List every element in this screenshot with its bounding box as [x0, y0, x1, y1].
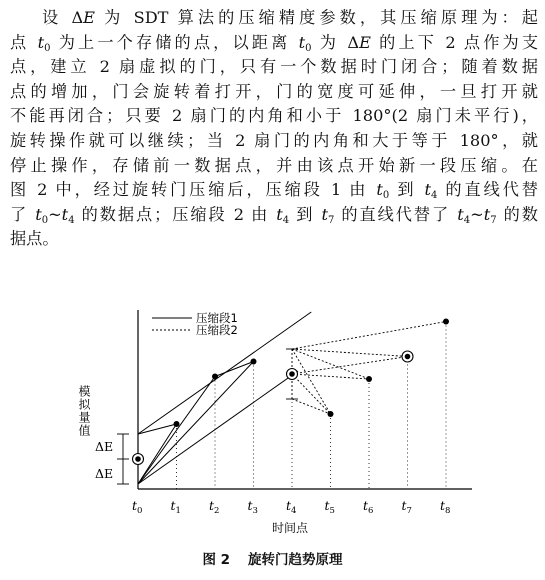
- door-line-t3: [138, 362, 254, 485]
- y-axis-label: 模拟量值: [77, 385, 91, 437]
- x-tick-t2: $t_2$: [209, 498, 220, 516]
- legend: [152, 311, 238, 337]
- paragraph-line: 据点。: [10, 229, 59, 249]
- data-point-t8: [443, 319, 449, 325]
- paragraph-line: 点，建立 2 扇虚拟的门，只有一个数据时门闭合；随着数据: [10, 57, 538, 77]
- sdt-figure: [0, 300, 545, 545]
- legend-label-1: 压缩段1: [196, 311, 238, 325]
- x-tick-t4: $t_4$: [286, 498, 297, 516]
- paragraph-line: 设 ΔE 为 SDT 算法的压缩精度参数，其压缩原理为：起: [42, 8, 538, 27]
- paragraph-line: 不能再闭合；只要 2 扇门的内角和小于 180°(2 扇门未平行)，: [10, 106, 538, 126]
- door2-upper-t5: [292, 349, 331, 414]
- data-point-t7: [405, 354, 411, 360]
- door2-upper-t8: [292, 322, 446, 350]
- paragraph-line: 了 $t_0\sim t_4$ 的数据点；压缩段 2 由 $t_4$ 到 $t_7$ 的直线代替了 $t_4\sim t_7$ 的数: [10, 204, 538, 226]
- paragraph-line: 点 $t_0$ 为上一个存储的点，以距离 $t_0$ 为 ΔE 的上下 2 点作为支: [10, 32, 539, 54]
- x-tick-t7: $t_7$: [401, 498, 412, 516]
- door2-mid-t6: [292, 374, 369, 379]
- data-point-t0: [135, 456, 141, 462]
- figure-caption: [0, 548, 545, 568]
- body-paragraph: [10, 6, 538, 252]
- segment-t2-t3: [215, 362, 254, 377]
- x-axis-label: 时间点: [272, 521, 309, 535]
- caption-number: 图 2: [202, 552, 231, 568]
- data-point-t1: [174, 421, 180, 427]
- door2-lower-t5: [292, 399, 331, 414]
- door-line-t2: [138, 377, 215, 485]
- x-tick-t3: $t_3$: [247, 498, 258, 516]
- data-point-t4: [289, 371, 295, 377]
- plot-area: [132, 312, 450, 516]
- x-tick-t1: $t_1$: [170, 498, 181, 516]
- delta-e-marker: [95, 434, 129, 484]
- legend-label-2: 压缩段2: [196, 323, 238, 337]
- door2-mid-t5: [292, 374, 331, 414]
- x-tick-t6: $t_6$: [363, 498, 374, 516]
- paragraph-line: 点的增加，门会旋转着打开，门的宽度可延伸，一旦打开就: [10, 81, 538, 101]
- paragraph-line: 旋转操作就可以继续；当 2 扇门的内角和大于等于 180°，就: [10, 130, 538, 150]
- data-point-t3: [251, 359, 257, 365]
- caption-title: 旋转门趋势原理: [248, 552, 343, 568]
- x-tick-t8: $t_8$: [440, 498, 451, 516]
- door2-upper-t7: [292, 349, 408, 357]
- axes: [138, 310, 472, 489]
- data-point-t5: [328, 411, 334, 417]
- delta-e-label-upper: ΔE: [95, 439, 114, 454]
- paragraph-line: 停止操作，存储前一数据点，并由该点开始新一段压缩。在: [10, 155, 538, 175]
- data-point-t2: [212, 374, 218, 380]
- x-tick-t5: $t_5$: [324, 498, 335, 516]
- data-point-t6: [366, 376, 372, 382]
- delta-e-label-lower: ΔE: [95, 466, 114, 481]
- x-tick-t0: $t_0$: [132, 498, 143, 516]
- paragraph-line: 图 2 中，经过旋转门压缩后，压缩段 1 由 $t_0$ 到 $t_4$ 的直线代替: [10, 180, 538, 202]
